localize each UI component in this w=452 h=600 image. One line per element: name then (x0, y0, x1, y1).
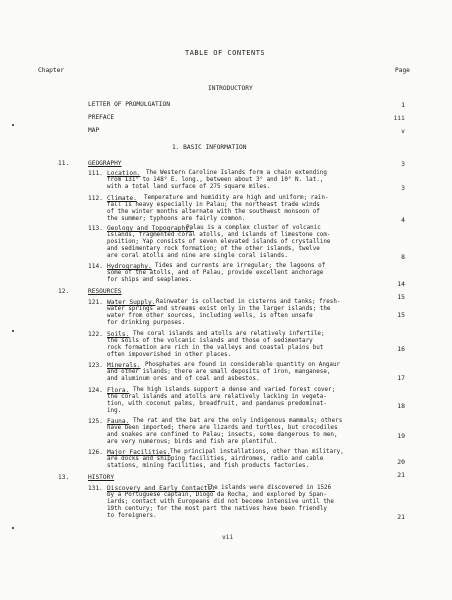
binder-hole-mark (12, 330, 14, 332)
section-page: 3 (401, 184, 405, 192)
section-number: 114. (88, 263, 103, 270)
section-line: islands, fragmented coral atolls, and islands of limestone com- (107, 232, 331, 238)
section-title: Geology and Topography. (107, 225, 193, 232)
section-line: stations, mining facilities, and fish products factories. (107, 463, 310, 469)
section-page: 17 (397, 374, 405, 382)
section-page: 21 (397, 513, 405, 521)
section-line: 19th century; for the most part the natives have been friendly (107, 506, 327, 512)
section-line: often impoverished in other places. (107, 352, 232, 358)
chapter-number: 11. (58, 160, 70, 167)
section-number: 124. (88, 387, 103, 394)
front-matter-map-page: v (401, 127, 405, 135)
section-line: the summer; typhoons are fairly common. (107, 216, 246, 222)
section-number: 113. (88, 225, 103, 232)
section-page: 16 (397, 345, 405, 353)
section-line: and other islands; there are small deposits of iron, manganese, (107, 369, 331, 375)
front-matter-letter-label: LETTER OF PROMULGATION (88, 101, 170, 108)
section-line: water from other sources, including wells, is often unsafe (107, 313, 313, 319)
section-line: position; Yap consists of seven elevated islands of crystalline (107, 239, 331, 245)
section-line: The rat and the bat are the only indigenous mammals; others (133, 418, 343, 424)
chapter-title: RESOURCES (88, 288, 122, 295)
binder-hole-mark (12, 527, 14, 529)
section-title: Minerals. (107, 362, 141, 369)
section-title: Flora. (107, 387, 130, 394)
section-line: tion, with coconut palms, breadfruit, and pandanus predominat- (107, 401, 327, 407)
section-title: Fauna. (107, 418, 130, 425)
section-page: 20 (397, 458, 405, 466)
section-line: from 131° to 148° E. long., between about 3° and 10° N. lat., (107, 177, 324, 183)
section-page: 18 (397, 402, 405, 410)
section-line: some of the atolls, and of Palau, provide excellent anchorage (107, 270, 324, 276)
section-line: for ships and seaplanes. (107, 277, 193, 283)
binder-hole-mark (12, 124, 14, 126)
section-title: Water Supply. (107, 299, 156, 306)
footer-page-number: vii (222, 534, 234, 541)
chapter-page: 15 (397, 293, 405, 301)
section-number: 125. (88, 418, 103, 425)
section-page: 4 (401, 216, 405, 224)
chapter-page: 3 (401, 160, 405, 168)
section-line: have been imported; there are lizards and turtles, but crocodiles (107, 425, 338, 431)
chapter-title: GEOGRAPHY (88, 160, 122, 167)
section-title: Location. (107, 170, 141, 177)
section-line: to foreigners. (107, 513, 157, 519)
section-page: 8 (401, 253, 405, 261)
section-line: are very numerous; birds and fish are plentiful. (107, 439, 278, 445)
front-matter-map-label: MAP (88, 127, 100, 134)
chapter-title: HISTORY (88, 474, 115, 481)
section-line: The principal installations, other than military, (170, 449, 344, 455)
section-line: and sedimentary rock formation; of the other islands, twelve (107, 246, 320, 252)
section-line: rock formation are rich in the valleys and coastal plains but (107, 345, 324, 351)
section-line: Tides and currents are irregular; the lagoons of (155, 263, 326, 269)
front-matter-preface-label: PREFACE (88, 114, 115, 121)
toc-title: TABLE OF CONTENTS (185, 49, 266, 57)
section-line: The Western Caroline Islands form a chain extending (146, 170, 327, 176)
front-matter-preface-page: iii (393, 114, 405, 122)
section-line: The islands were discovered in 1526 (207, 485, 332, 491)
section-page: 14 (397, 280, 405, 288)
chapter-page: 21 (397, 471, 405, 479)
section-number: 121. (88, 299, 103, 306)
chapter-column-label: Chapter (38, 67, 65, 74)
section-page: 19 (397, 432, 405, 440)
section-line: by a Portuguese captain, Diogo da Rocha, and explored by Span- (107, 492, 327, 498)
section-title: Climate. (107, 195, 137, 202)
section-line: iards; contact with Europeans did not become intensive until the (107, 499, 334, 505)
section-line: and aluminum ores and of coal and asbestos. (107, 376, 260, 382)
section-line: the soils of the volcanic islands and those of sedimentary (107, 338, 313, 344)
section-line: Rainwater is collected in cisterns and tanks; fresh- (156, 299, 341, 305)
section-line: The coral islands and atolls are relatively infertile; (133, 331, 325, 337)
section-line: Phosphates are found in considerable quantity on Angaur (145, 362, 341, 368)
section-line: ing. (107, 408, 122, 414)
section-title: Discovery and Early Contacts. (107, 485, 216, 492)
section-line: fall is heavy especially in Palau; the northeast trade winds (107, 202, 320, 208)
section-line: with a total land surface of 275 square miles. (107, 184, 271, 190)
section-line: water springs and streams exist only in the larger islands; the (107, 306, 331, 312)
introductory-heading: INTRODUCTORY (208, 85, 253, 92)
section-page: 15 (397, 311, 405, 319)
section-number: 112. (88, 195, 103, 202)
section-line: for drinking purposes. (107, 320, 186, 326)
section-line: Temperature and humidity are high and uniform; rain- (144, 195, 329, 201)
chapter-number: 13. (58, 474, 70, 481)
section-line: of the winter months alternate with the southwest monsoon of (107, 209, 320, 215)
chapter-number: 12. (58, 288, 70, 295)
section-number: 111. (88, 170, 103, 177)
page-column-label: Page (395, 67, 410, 74)
section-title: Soils. (107, 331, 130, 338)
section-number: 122. (88, 331, 103, 338)
section-line: the coral islands and atolls are relatively lacking in vegeta- (107, 394, 327, 400)
part-heading: 1. BASIC INFORMATION (172, 144, 247, 151)
section-title: Major Facilities. (107, 449, 171, 456)
section-line: The high islands support a dense and varied forest cover; (133, 387, 336, 393)
section-line: are docks and shipping facilities, airdromes, radio and cable (107, 456, 324, 462)
front-matter-letter-page: 1 (401, 101, 405, 109)
section-line: are coral atolls and nine are single coral islands. (107, 253, 288, 259)
section-line: Palau is a complex cluster of volcanic (186, 225, 321, 231)
section-number: 131. (88, 485, 103, 492)
section-line: and snakes are confined to Palau; insects, some dangerous to men, (107, 432, 338, 438)
section-number: 123. (88, 362, 103, 369)
section-title: Hydrography. (107, 263, 152, 270)
section-number: 126. (88, 449, 103, 456)
